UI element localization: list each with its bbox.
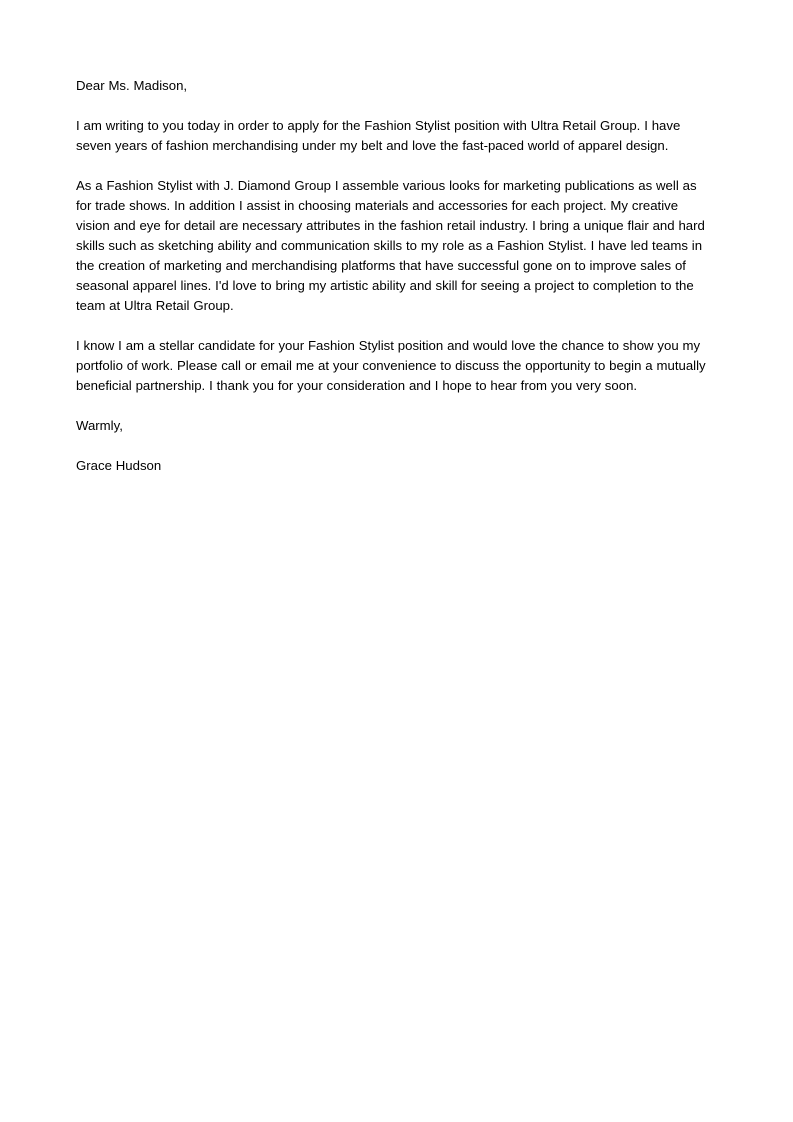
paragraph-closing xyxy=(76,336,713,396)
paragraph-line: seven years of fashion merchandising under my belt and love the fast-paced world of apparel design. xyxy=(76,138,669,153)
paragraph-line: seasonal apparel lines. I'd love to bring my artistic ability and skill for seeing a project to completion to the xyxy=(76,278,694,293)
signature xyxy=(76,456,713,476)
closing xyxy=(76,416,713,436)
paragraph-intro xyxy=(76,116,713,156)
greeting-text: Dear Ms. Madison, xyxy=(76,78,188,93)
paragraph-line: beneficial partnership. I thank you for your consideration and I hope to hear from you very soon. xyxy=(76,378,638,393)
paragraph-line: vision and eye for detail are necessary attributes in the fashion retail industry. I bring a unique flair and hard xyxy=(76,218,705,233)
paragraph-line: I know I am a stellar candidate for your Fashion Stylist position and would love the chance to show you my xyxy=(76,338,701,353)
paragraph-line: for trade shows. In addition I assist in choosing materials and accessories for each project. My creative xyxy=(76,198,679,213)
paragraph-line: the creation of marketing and merchandising platforms that have successful gone on to improve sales of xyxy=(76,258,686,273)
signature-text: Grace Hudson xyxy=(76,458,162,473)
paragraph-experience xyxy=(76,176,713,316)
paragraph-line: skills such as sketching ability and communication skills to my role as a Fashion Stylist. I have led teams in xyxy=(76,238,703,253)
closing-text: Warmly, xyxy=(76,418,123,433)
greeting xyxy=(76,76,713,96)
paragraph-line: portfolio of work. Please call or email me at your convenience to discuss the opportunity to begin a mutually xyxy=(76,358,706,373)
paragraph-line: I am writing to you today in order to apply for the Fashion Stylist position with Ultra Retail Group. I have xyxy=(76,118,681,133)
paragraph-line: As a Fashion Stylist with J. Diamond Group I assemble various looks for marketing publications as well as xyxy=(76,178,697,193)
paragraph-line: team at Ultra Retail Group. xyxy=(76,298,234,313)
